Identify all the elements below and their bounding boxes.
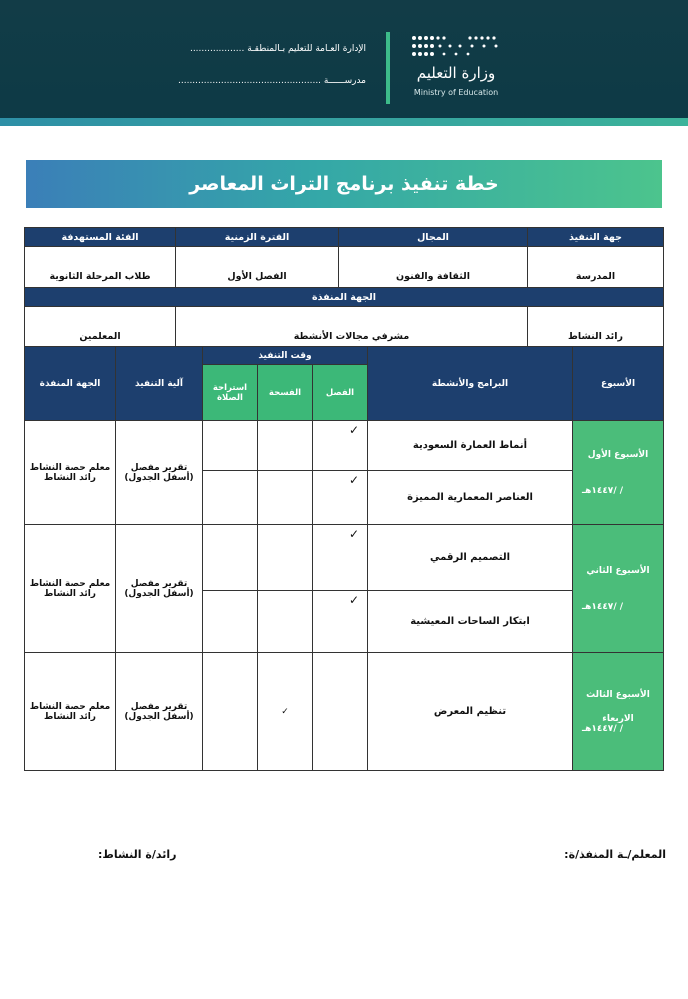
ministry-name-arabic: وزارة التعليم xyxy=(416,64,496,82)
class-check-cell xyxy=(313,591,368,653)
ministry-name-english: Ministry of Education xyxy=(413,88,499,97)
prayer-check-cell xyxy=(203,471,258,525)
activity-name: ابتكار الساحات المعيشية xyxy=(368,591,573,653)
header-target: الفئة المستهدفة xyxy=(25,228,176,247)
field-check-cell xyxy=(258,421,313,471)
activity-name: التصميم الرقمي xyxy=(368,525,573,591)
week-date: / /١٤٤٧هـ xyxy=(582,485,624,496)
header-class: الفصل xyxy=(313,365,368,421)
header-execution-body: جهة التنفيذ xyxy=(528,228,664,247)
mechanism-cell: تقرير مفصل (أسفل الجدول) xyxy=(116,525,203,653)
header-accent-strip xyxy=(0,118,688,126)
plan-table xyxy=(24,346,664,771)
week-day: الاربعاء xyxy=(602,713,634,724)
admin-fill-dots: ................... xyxy=(189,44,245,54)
prayer-check-cell xyxy=(203,653,258,771)
school-line xyxy=(178,76,366,86)
week-cell xyxy=(573,653,664,771)
check-icon: ✓ xyxy=(281,706,289,717)
class-check-cell xyxy=(313,525,368,591)
activity-name: تنظيم المعرض xyxy=(368,653,573,771)
week-name: الأسبوع الثاني xyxy=(586,565,650,576)
teacher-signature-label: المعلم/ـة المنفذ/ة: xyxy=(564,848,666,861)
executor-supervisors: مشرفي مجالات الأنشطة xyxy=(176,307,528,348)
prayer-check-cell xyxy=(203,525,258,591)
admin-line xyxy=(190,44,366,54)
check-icon: ✓ xyxy=(349,473,360,487)
week-date: / /١٤٤٧هـ xyxy=(582,601,624,612)
check-icon: ✓ xyxy=(349,527,360,541)
class-check-cell xyxy=(313,421,368,471)
mechanism-cell: تقرير مفصل (أسفل الجدول) xyxy=(116,653,203,771)
week-cell xyxy=(573,525,664,653)
value-period: الفصل الأول xyxy=(176,247,339,288)
executor-teachers: المعلمين xyxy=(25,307,176,348)
week-date: / /١٤٤٧هـ xyxy=(582,723,624,734)
field-check-cell xyxy=(258,471,313,525)
header-mechanism: آلية التنفيذ xyxy=(116,347,203,421)
field-check-cell xyxy=(258,653,313,771)
header-period: الفترة الزمنية xyxy=(176,228,339,247)
executor-activity-leader: رائد النشاط xyxy=(528,307,664,348)
mechanism-cell: تقرير مفصل (أسفل الجدول) xyxy=(116,421,203,525)
class-check-cell xyxy=(313,653,368,771)
admin-label: الإدارة العـامة للتعليم بـالمنطقـة xyxy=(247,44,366,54)
week-name: الأسبوع الأول xyxy=(587,449,649,460)
page-title: خطة تنفيذ برنامج التراث المعاصر xyxy=(26,160,662,208)
week-cell xyxy=(573,421,664,525)
header-time: وقت التنفيذ xyxy=(203,347,368,365)
prayer-check-cell xyxy=(203,591,258,653)
header-field-break: الفسحة xyxy=(258,365,313,421)
executor-cell: معلم حصة النشاط رائد النشاط xyxy=(25,525,116,653)
check-icon: ✓ xyxy=(349,423,360,437)
check-icon: ✓ xyxy=(349,593,360,607)
school-label: مدرســــــة xyxy=(323,76,366,86)
header-week: الأسبوع xyxy=(573,347,664,421)
leader-signature-label: رائد/ة النشاط: xyxy=(98,848,177,861)
field-check-cell xyxy=(258,591,313,653)
value-field: الثقافة والفنون xyxy=(339,247,528,288)
value-execution-body: المدرسة xyxy=(528,247,664,288)
header-field: المجال xyxy=(339,228,528,247)
header-executor: الجهة المنفذة xyxy=(25,288,664,307)
header-programs: البرامج والأنشطة xyxy=(368,347,573,421)
executor-cell: معلم حصة النشاط رائد النشاط xyxy=(25,421,116,525)
week-name: الأسبوع الثالث xyxy=(586,689,650,700)
value-target: طلاب المرحلة الثانوية xyxy=(25,247,176,288)
ministry-logo-icon xyxy=(410,34,502,60)
class-check-cell xyxy=(313,471,368,525)
activity-name: أنماط العمارة السعودية xyxy=(368,421,573,471)
activity-name: العناصر المعمارية المميزة xyxy=(368,471,573,525)
school-fill-dots: .................................................. xyxy=(178,76,322,86)
executor-cell: معلم حصة النشاط رائد النشاط xyxy=(25,653,116,771)
info-table xyxy=(24,227,664,348)
header-executor-col: الجهة المنفذة xyxy=(25,347,116,421)
header-divider xyxy=(386,32,390,104)
header-prayer-break: استراحة الصلاة xyxy=(203,365,258,421)
prayer-check-cell xyxy=(203,421,258,471)
field-check-cell xyxy=(258,525,313,591)
header-banner xyxy=(0,0,688,124)
